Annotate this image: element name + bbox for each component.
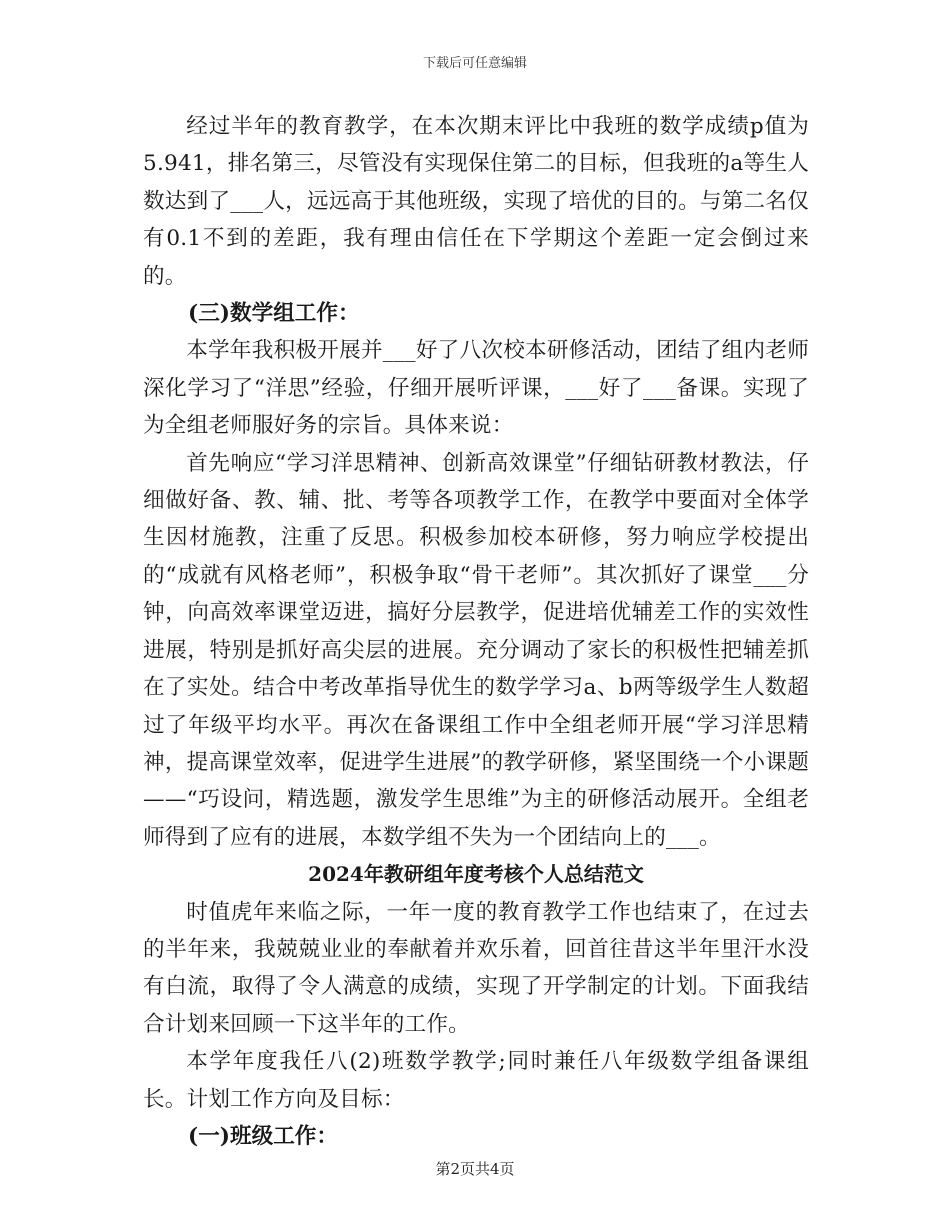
page-header-note: 下载后可任意编辑 <box>422 56 527 71</box>
section-heading-class-work: (一)班级工作： <box>188 1123 338 1149</box>
section-heading-math-group: (三)数学组工作： <box>188 301 360 327</box>
document-body <box>143 108 809 1155</box>
paragraph-details: 首先响应“学习洋思精神、创新高效课堂”仔细钻研教材教法，仔细做好备、教、辅、批、考等各项教学工作，在教学中要面对全体学生因材施教，注重了反思。积极参加校本研修，努力响应学校提出的“成就有风格老师”，积极争取“骨干老师”。其次抓好了课堂___分钟，向高效率课堂迈进，搞好分层教学，促进培优辅差工作的实效性进展，特别是抓好高尖层的进展。充分调动了家长的积极性把辅差抓在了实处。结合中考改革指导优生的数学学习a、b两等级学生人数超过了年级平均水平。再次在备课组工作中全组老师开展“学习洋思精神，提高课堂效率，促进学生进展”的教学研修，紧坚围绕一个小课题——“巧设问，精选题，激发学生思维”为主的研修活动展开。全组老师得到了应有的进展，本数学组不失为一个团结向上的___。 <box>143 450 809 850</box>
document-title: 2024年教研组年度考核个人总结范文 <box>308 862 644 887</box>
paragraph-research-activities: 本学年我积极开展并___好了八次校本研修活动，团结了组内老师深化学习了“洋思”经验，仔细开展听评课，___好了___备课。实现了为全组老师服好务的宗旨。具体来说： <box>143 338 809 439</box>
paragraph-exam-results: 经过半年的教育教学，在本次期末评比中我班的数学成绩p值为5.941，排名第三，尽管没有实现保住第二的目标，但我班的a等生人数达到了___人，远远高于其他班级，实现了培优的目的。与第二名仅有0.1不到的差距，我有理由信任在下学期这个差距一定会倒过来的。 <box>143 114 809 289</box>
paragraph-intro: 时值虎年来临之际，一年一度的教育教学工作也结束了，在过去的半年来，我兢兢业业的奉献着并欢乐着，回首往昔这半年里汗水没有白流，取得了令人满意的成绩，实现了开学制定的计划。下面我结合计划来回顾一下这半年的工作。 <box>143 899 809 1037</box>
page-footer-number: 第2页共4页 <box>435 1160 515 1178</box>
paragraph-role: 本学年度我任八(2)班数学教学;同时兼任八年级数学组备课组长。计划工作方向及目标： <box>143 1049 809 1112</box>
